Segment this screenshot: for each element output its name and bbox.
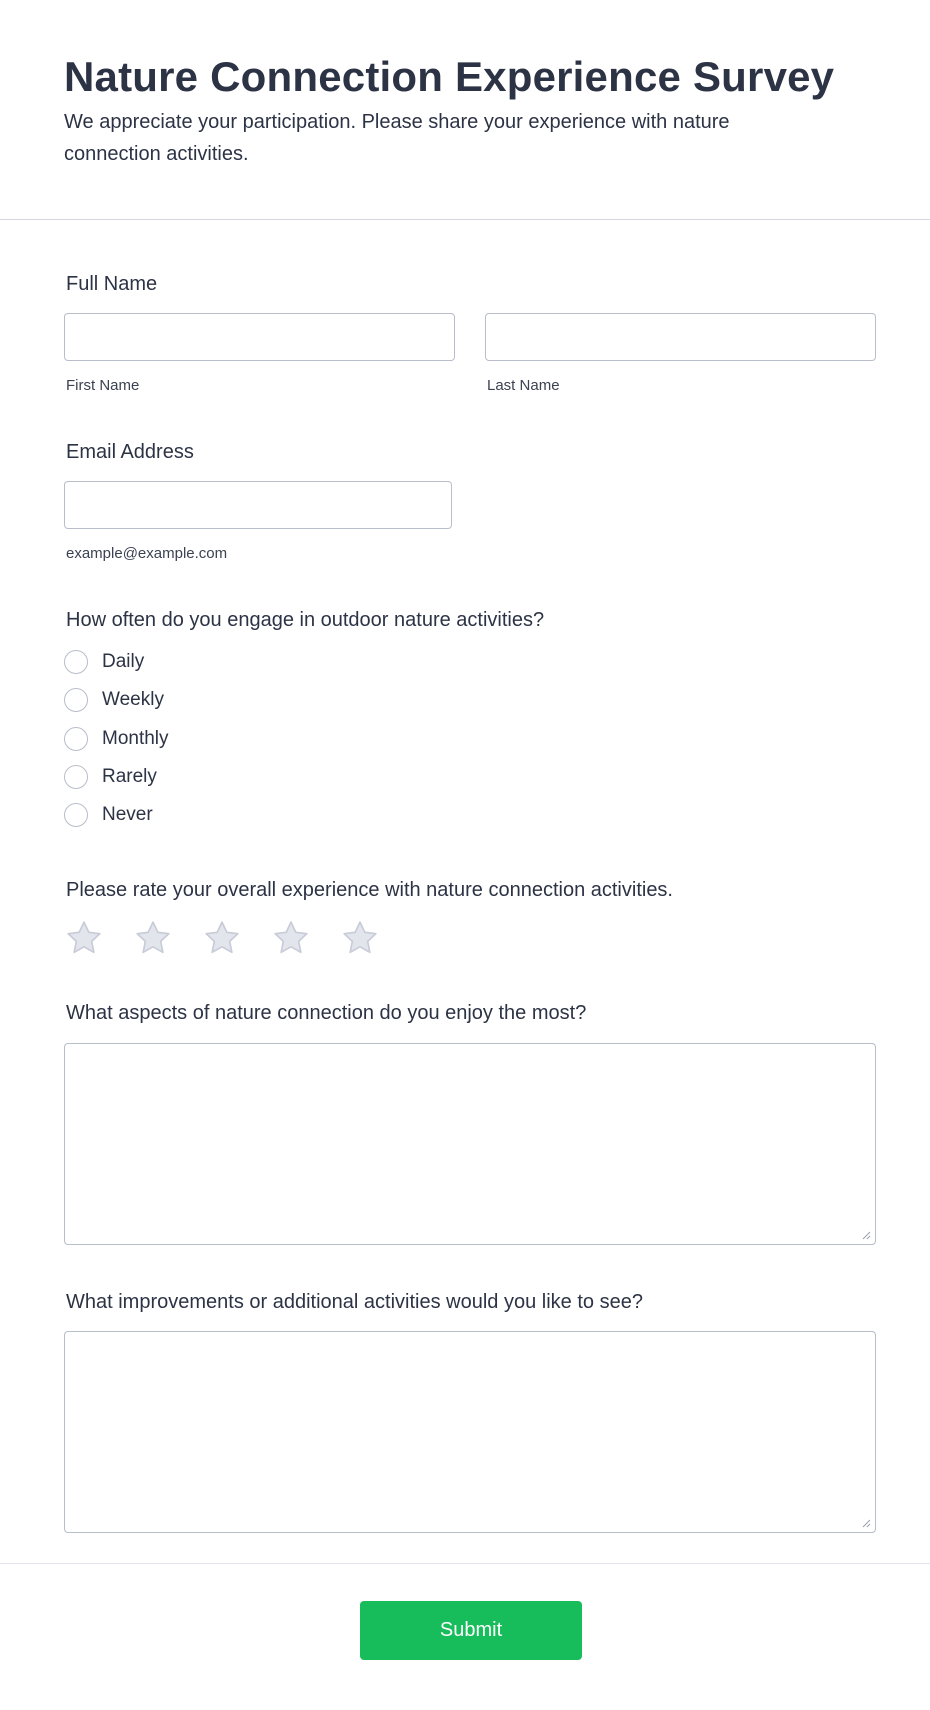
radio-label: Monthly [102, 728, 169, 749]
full-name-label: Full Name [66, 273, 158, 295]
page-description: We appreciate your participation. Please share your experience with nature connection activities. [64, 111, 730, 165]
enjoy-question: What aspects of nature connection do you enjoy the most? [66, 1002, 587, 1024]
radio-option-daily[interactable] [64, 649, 144, 675]
radio-option-weekly[interactable] [64, 687, 164, 713]
radio-label: Never [102, 804, 153, 825]
star-icon[interactable] [133, 918, 173, 958]
resize-handle-icon[interactable] [861, 1230, 871, 1240]
radio-circle-icon[interactable] [64, 727, 88, 751]
radio-circle-icon[interactable] [64, 650, 88, 674]
first-name-sublabel: First Name [66, 377, 140, 394]
resize-handle-icon[interactable] [861, 1518, 871, 1528]
email-input[interactable] [64, 481, 452, 529]
improvements-textarea[interactable] [64, 1331, 876, 1533]
star-rating [64, 918, 409, 958]
radio-circle-icon[interactable] [64, 803, 88, 827]
star-icon[interactable] [340, 918, 380, 958]
enjoy-textarea[interactable] [64, 1043, 876, 1245]
form-header [0, 0, 930, 220]
radio-circle-icon[interactable] [64, 765, 88, 789]
last-name-sublabel: Last Name [487, 377, 560, 394]
radio-option-never[interactable] [64, 802, 153, 828]
frequency-question: How often do you engage in outdoor nature activities? [66, 609, 545, 631]
radio-circle-icon[interactable] [64, 688, 88, 712]
rating-question: Please rate your overall experience with nature connection activities. [66, 879, 673, 901]
first-name-input[interactable] [64, 313, 455, 361]
radio-option-monthly[interactable] [64, 726, 169, 752]
page-title: Nature Connection Experience Survey [64, 53, 835, 100]
last-name-input[interactable] [485, 313, 876, 361]
footer-divider [0, 1563, 930, 1564]
submit-button[interactable]: Submit [360, 1601, 582, 1660]
improvements-question: What improvements or additional activities would you like to see? [66, 1291, 643, 1313]
radio-label: Daily [102, 651, 145, 672]
star-icon[interactable] [64, 918, 104, 958]
email-sublabel: example@example.com [66, 545, 228, 562]
radio-option-rarely[interactable] [64, 764, 157, 790]
email-label: Email Address [66, 441, 194, 463]
radio-label: Rarely [102, 766, 157, 787]
star-icon[interactable] [202, 918, 242, 958]
radio-label: Weekly [102, 689, 164, 710]
star-icon[interactable] [271, 918, 311, 958]
